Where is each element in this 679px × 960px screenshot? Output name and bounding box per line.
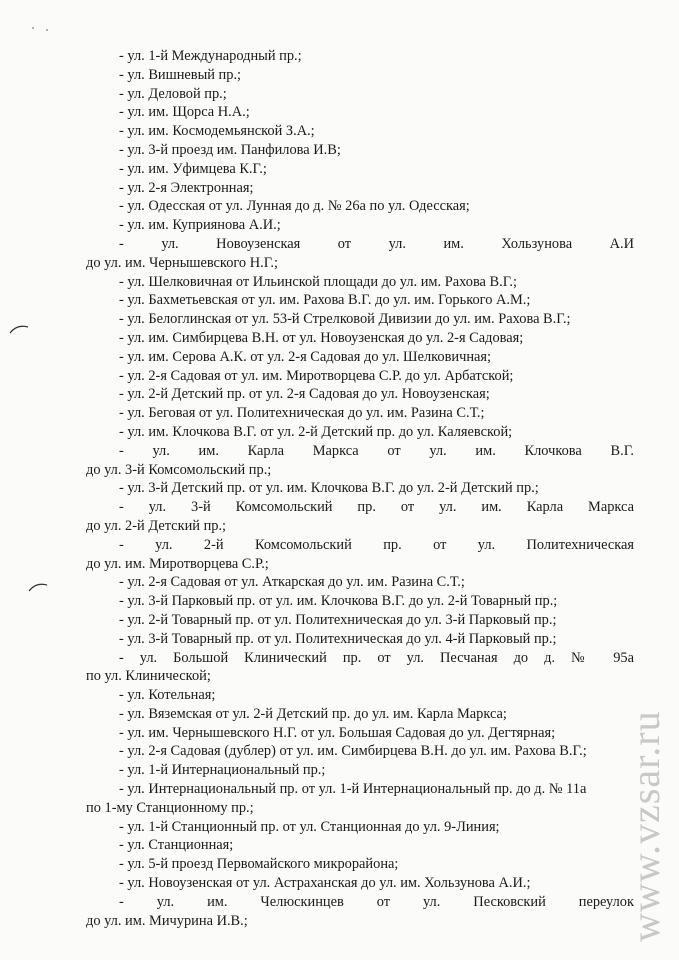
list-item-continuation: до ул. 3-й Комсомольский пр.; bbox=[86, 461, 272, 478]
list-item: - ул. Шелковичная от Ильинской площади до ул. им. Рахова В.Г.; bbox=[119, 273, 518, 290]
list-item-continuation: до ул. 2-й Детский пр.; bbox=[86, 517, 227, 534]
svg-text:www.vzsar.ru: www.vzsar.ru bbox=[625, 710, 668, 942]
list-item: - ул. им. Челюскинцев от ул. Песковский переулок bbox=[119, 893, 634, 910]
list-item: - ул. 3-й проезд им. Панфилова И.В; bbox=[119, 141, 341, 158]
list-item: - ул. им. Карла Маркса от ул. им. Клочкова В.Г. bbox=[119, 442, 634, 459]
list-item: - ул. Бахметьевская от ул. им. Рахова В.Г. до ул. им. Горького А.М.; bbox=[119, 292, 531, 309]
list-item: - ул. им. Симбирцева В.Н. от ул. Новоузенская до ул. 2-я Садовая; bbox=[119, 329, 524, 346]
list-item: - ул. им. Щорса Н.А.; bbox=[119, 104, 250, 121]
list-item: - ул. 3-й Парковый пр. от ул. им. Клочкова В.Г. до ул. 2-й Товарный пр.; bbox=[119, 593, 558, 610]
list-item: - ул. Вишневый пр.; bbox=[119, 66, 242, 83]
list-item: - ул. Вяземская от ул. 2-й Детский пр. до ул. им. Карла Маркса; bbox=[119, 705, 507, 722]
list-item: - ул. 2-й Комсомольский пр. от ул. Политехническая bbox=[119, 536, 634, 553]
scan-speck bbox=[32, 27, 34, 29]
binding-mark bbox=[8, 322, 30, 334]
binding-mark bbox=[27, 580, 49, 592]
list-item: - ул. Большой Клинический пр. от ул. Песчаная до д. № 95а bbox=[119, 649, 634, 666]
list-item: - ул. им. Клочкова В.Г. от ул. 2-й Детский пр. до ул. Каляевской; bbox=[119, 423, 513, 440]
list-item: - ул. им. Космодемьянской З.А.; bbox=[119, 123, 315, 140]
watermark-logo bbox=[625, 590, 669, 950]
list-item: - ул. 2-я Садовая (дублер) от ул. им. Симбирцева В.Н. до ул. им. Рахова В.Г.; bbox=[119, 743, 587, 760]
list-item: - ул. Одесская от ул. Лунная до д. № 26а по ул. Одесская; bbox=[119, 198, 470, 215]
list-item-continuation: до ул. им. Мичурина И.В.; bbox=[86, 912, 248, 929]
list-item: - ул. Белоглинская от ул. 53-й Стрелковой Дивизии до ул. им. Рахова В.Г.; bbox=[119, 311, 571, 328]
list-item: - ул. им. Чернышевского Н.Г. от ул. Большая Садовая до ул. Дегтярная; bbox=[119, 724, 556, 741]
list-item: - ул. 2-я Садовая от ул. Аткарская до ул. им. Разина С.Т.; bbox=[119, 574, 465, 591]
list-item: - ул. 3-й Детский пр. от ул. им. Клочкова В.Г. до ул. 2-й Детский пр.; bbox=[119, 480, 539, 497]
list-item: - ул. 2-й Товарный пр. от ул. Политехническая до ул. 3-й Парковый пр.; bbox=[119, 611, 557, 628]
watermark bbox=[625, 590, 669, 950]
list-item: - ул. 3-й Товарный пр. от ул. Политехническая до ул. 4-й Парковый пр.; bbox=[119, 630, 557, 647]
list-item: - ул. Новоузенская от ул. Астраханская до ул. им. Хользунова А.И.; bbox=[119, 875, 531, 892]
list-item: - ул. Станционная; bbox=[119, 837, 234, 854]
scan-speck bbox=[46, 29, 48, 31]
list-item: - ул. Деловой пр.; bbox=[119, 85, 227, 102]
list-item: - ул. 5-й проезд Первомайского микрорайона; bbox=[119, 856, 399, 873]
list-item: - ул. 1-й Интернациональный пр.; bbox=[119, 762, 326, 779]
list-item: - ул. им. Серова А.К. от ул. 2-я Садовая до ул. Шелковичная; bbox=[119, 348, 492, 365]
list-item: - ул. Беговая от ул. Политехническая до ул. им. Разина С.Т.; bbox=[119, 405, 485, 422]
list-item-continuation: до ул. им. Чернышевского Н.Г.; bbox=[86, 254, 279, 271]
list-item: - ул. 2-я Садовая от ул. им. Миротворцева С.Р. до ул. Арбатской; bbox=[119, 367, 514, 384]
list-item: - ул. Новоузенская от ул. им. Хользунова А.И bbox=[119, 235, 634, 252]
street-list bbox=[86, 47, 634, 930]
list-item-continuation: по 1-му Станционному пр.; bbox=[86, 799, 254, 816]
list-item: - ул. Котельная; bbox=[119, 687, 216, 704]
list-item: - ул. им. Куприянова А.И.; bbox=[119, 217, 281, 234]
list-item: - ул. Интернациональный пр. от ул. 1-й Интернациональный пр. до д. № 11а bbox=[119, 781, 587, 798]
list-item: - ул. им. Уфимцева К.Г.; bbox=[119, 160, 267, 177]
list-item: - ул. 2-я Электронная; bbox=[119, 179, 254, 196]
list-item-continuation: до ул. им. Миротворцева С.Р.; bbox=[86, 555, 269, 572]
list-item: - ул. 3-й Комсомольский пр. от ул. им. Карла Маркса bbox=[119, 499, 634, 516]
list-item: - ул. 1-й Международный пр.; bbox=[119, 48, 302, 64]
list-item: - ул. 2-й Детский пр. от ул. 2-я Садовая до ул. Новоузенская; bbox=[119, 386, 490, 403]
list-item: - ул. 1-й Станционный пр. от ул. Станционная до ул. 9-Линия; bbox=[119, 818, 500, 835]
list-item-continuation: по ул. Клинической; bbox=[86, 668, 211, 685]
